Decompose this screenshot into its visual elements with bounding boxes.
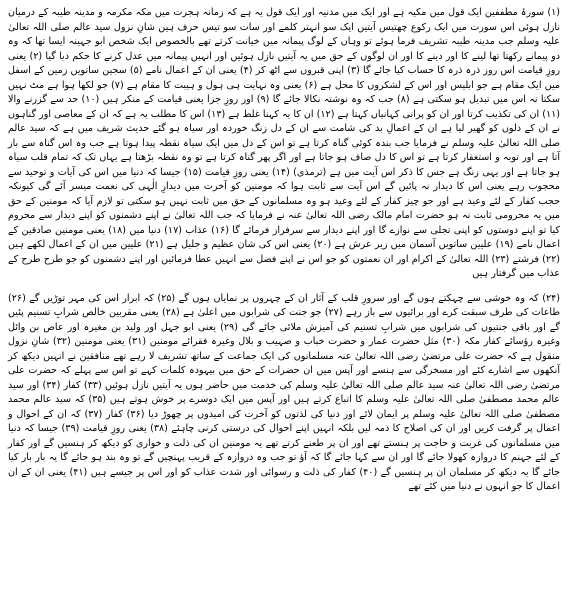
footnotes-paragraph-1: (۱) سورۂ مطففین ایک قول میں مکیہ ہے اور ایک میں مدنیہ اور ایک قول یہ ہے کہ زمانہ ہجرت میں مکہ مکرمہ و مدینہ طیبہ کے درمیان نازل ہوئی اس سورت میں ایک رکوع چھتیس آیتیں ایک سو انہتر کلمے اور سات سو تیس حرف ہیں شانِ نزول سید عالم صلی اللہ تعالیٰ علیہ وسلم جب مدینہ طیبہ تشریف فرما ہوئے تو وہاں کے لوگ پیمانہ میں خیانت کرتے تھے بالخصوص ایک شخص ابو جہینہ ایسا تھا کہ وہ دو پیمانے رکھتا تھا لینے کا اور دینے کا اور ان لوگوں کے حق میں یہ آیتیں نازل ہوئیں اور انہیں پیمانہ میں عدل کرنے کا حکم دیا گیا (۲) یعنی روزِ قیامت اس روز ذرہ ذرہ کا حساب کیا جائے گا (۳) اپنی قبروں سے اٹھ کر (۴) یعنی ان کے اعمال نامے (۵) سجین ساتویں زمین کے اسفل میں ایک مقام ہے جو ابلیس اور اس کے لشکروں کا محل ہے (۶) یعنی وہ نہایت ہی ہول و ہیبت کا مقام ہے (۷) جو لکھا ہوا ہے مٹ نہیں سکتا نہ اس میں تبدیل ہو سکتی ہے (۸) جب کہ وہ نوشتہ نکالا جائے گا (۹) اور روزِ جزا یعنی قیامت کے منکر ہیں (۱۰) حد سے گزرنے والا (۱۱) ان کی تکذیب کرتا اور ان کو پرانی کہانیاں کہتا ہے (۱۲) ان کا یہ کہنا غلط ہے (۱۳) اس کا مطلب یہ ہے کہ ان کے معاصی اور گناہوں نے ان کے دلوں کو گھیر لیا ہے ان کے اعمالِ بد کی شامت سے ان کے دل زنگ خوردہ اور سیاہ ہو گئے حدیث شریف میں ہے کہ سید عالم صلی اللہ تعالیٰ علیہ وسلم نے فرمایا جب بندہ کوئی گناہ کرتا ہے تو اس کے دل میں ایک سیاہ نقطہ پیدا ہوتا ہے جب وہ اس گناہ سے باز آتا ہے اور توبہ و استغفار کرتا ہے تو اس کا دل صاف ہو جاتا ہے اور اگر پھر گناہ کرتا ہے تو وہ نقطہ بڑھتا ہے یہاں تک کہ تمام قلب سیاہ ہو جاتا ہے اور یہی زنگ ہے جس کا ذکر اس آیت میں ہے (ترمذی) (۱۴) یعنی روزِ قیامت (۱۵) جیسا کہ دنیا میں اس کی آیات و توحید سے محجوب رہے یعنی اس کا دیدار نہ پائیں گے اس آیت سے ثابت ہوا کہ مومنین کو آخرت میں دیدارِ الٰہی کی نعمت میسر آئے گی کیونکہ حجب کفار کے لئے وعید ہے اور جو چیز کفار کے لئے وعید ہو وہ مسلمانوں کے حق میں ثابت نہیں ہو سکتی تو لازم آیا کہ مومنین کے حق میں یہ محرومی ثابت نہ ہو حضرت امام مالک رضی اللہ تعالیٰ عنہ نے فرمایا کہ جب اللہ تعالیٰ نے اپنے دشمنوں کو اپنے دیدار سے محروم کیا تو اپنے دوستوں کو اپنی تجلی سے نوازے گا اور اپنے دیدار سے سرفراز فرمائے گا (۱۶) عذاب (۱۷) دنیا میں (۱۸) یعنی مومنین صادقین کے اعمال نامے (۱۹) علیین ساتویں آسمان میں زیر عرش ہے (۲۰) یعنی اس کی شان عظیم و جلیل ہے (۲۱) علیین میں ان کے اعمال لکھے ہیں (۲۲) فرشتے (۲۳) اللہ تعالیٰ کے اکرام اور ان نعمتوں کو جو اس نے اپنے فضل سے انہیں عطا فرمائیں اور اپنے دشمنوں کو جو طرح طرح کے عذاب میں گرفتار ہیں bbox=[8, 7, 561, 279]
paragraph-spacer bbox=[8, 282, 560, 292]
footnotes-paragraph-2: (۲۴) کہ وہ خوشی سے چہکتے ہوں گے اور سرورِ قلب کے آثار ان کے چہروں پر نمایاں ہوں گے (۲۵) کہ ابرار اس کی مہر توڑیں گے (۲۶) طاعات کی طرف سبقت کرے اور برائیوں سے باز رہے (۲۷) جو جنت کی شرابوں میں اعلیٰ ہے (۲۸) یعنی مقربین خالص شرابِ تسنیم پئیں گے اور باقی جنتیوں کی شرابوں میں شرابِ تسنیم کی آمیزش ملائی جائے گی (۲۹) یعنی ابو جہل اور ولید بن مغیرہ اور عاص بن وائل وغیرہ رؤسائے کفار مکہ (۳۰) مثل حضرت عمار و حضرت خباب و صہیب و بلال وغیرہ فقرائے مومنین (۳۱) یعنی مومنین (۳۲) شانِ نزول منقول ہے کہ حضرت علی مرتضیٰ رضی اللہ تعالیٰ عنہ مسلمانوں کی ایک جماعت کے ساتھ تشریف لا رہے تھے منافقین نے انہیں دیکھ کر آنکھوں سے اشارے کئے اور مسخرگی سے ہنسے اور آپس میں ان حضرات کے حق میں بیہودہ کلمات کہے تو اس سے پہلے کہ حضرت علی مرتضیٰ رضی اللہ تعالیٰ عنہ سید عالم صلی اللہ تعالیٰ علیہ وسلم کی خدمت میں حاضر ہوں یہ آیتیں نازل ہوئیں (۳۳) کفار (۳۴) اور سید عالم محمد مصطفیٰ صلی اللہ تعالیٰ علیہ وسلم کا اتباع کرتے ہیں اور آپس میں ایک دوسرے پر خوش ہوتے ہیں (۳۵) کہ سید عالم محمد مصطفیٰ صلی اللہ تعالیٰ علیہ وسلم پر ایمان لائے اور دنیا کی لذتوں کو آخرت کی امیدوں پر چھوڑ دیا (۳۶) کفار (۳۷) کہ ان کے احوال و اعمال پر گرفت کریں اور ان کی اصلاح کا ذمہ لیں بلکہ انہیں اپنے احوال کی درستی کرنی چاہئے (۳۸) یعنی روزِ قیامت (۳۹) جیسا کہ دنیا میں مسلمانوں کی غربت و حاجت پر ہنستے تھے اور ان پر طعنے کرتے تھے یہ مومنین ان کی ذلت و خواری کو دیکھ کر ہنسیں گے اور کفار کے لئے جہنم کا دروازہ کھولا جائے گا اور ان سے کہا جائے گا کہ آؤ تو جب وہ دروازہ کے قریب پہنچیں گے تو وہ بند ہو جائے گا یہ بار بار کیا جائے گا یہ دیکھ کر مسلمان ان پر ہنسیں گے (۴۰) کفار کی ذلت و رسوائی اور شدت عذاب کو اور اس پر جیسے ہیں (۴۱) یعنی ان کے ان اعمال کا جو انہوں نے دنیا میں کئے تھے bbox=[8, 292, 561, 492]
